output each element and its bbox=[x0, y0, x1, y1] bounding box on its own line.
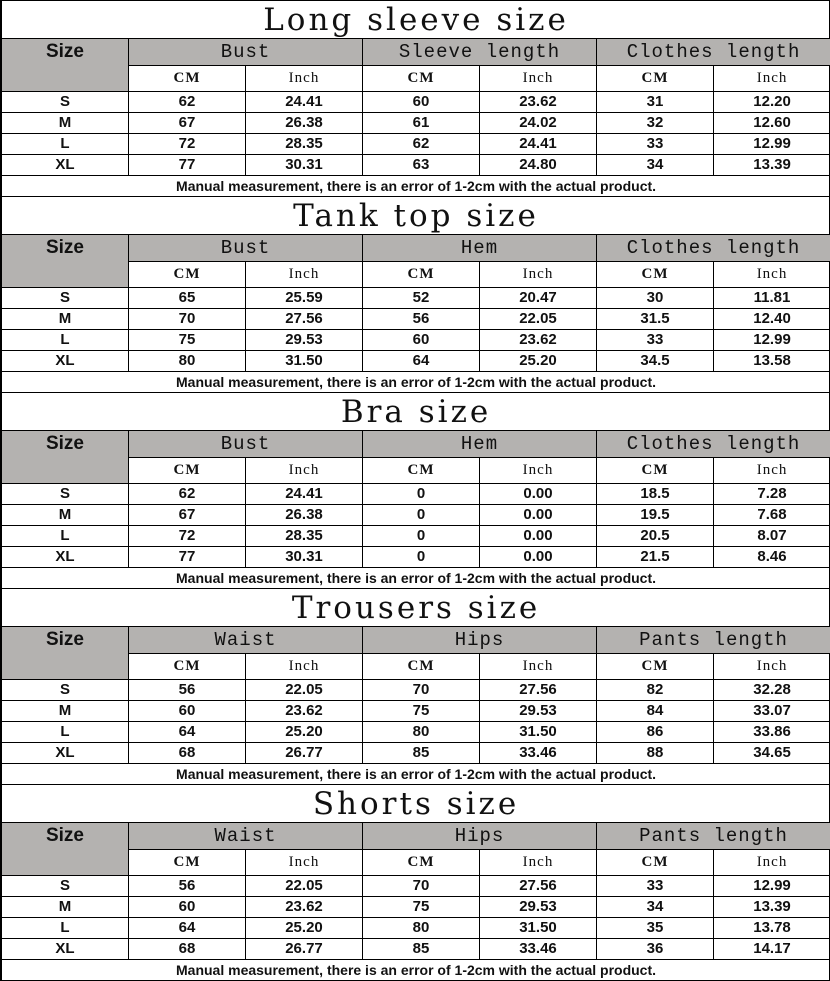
value-cell: 24.41 bbox=[246, 92, 363, 113]
unit-cm: CM bbox=[129, 654, 246, 680]
size-label: S bbox=[2, 288, 129, 309]
size-row bbox=[2, 155, 830, 176]
group-header-row bbox=[2, 39, 830, 66]
value-cell: 0 bbox=[363, 526, 480, 547]
value-cell: 26.38 bbox=[246, 113, 363, 134]
measurement-group-header: Pants length bbox=[597, 823, 830, 850]
size-row bbox=[2, 918, 830, 939]
value-cell: 33 bbox=[597, 134, 714, 155]
value-cell: 12.60 bbox=[714, 113, 830, 134]
unit-cm: CM bbox=[129, 66, 246, 92]
value-cell: 64 bbox=[129, 722, 246, 743]
value-cell: 67 bbox=[129, 505, 246, 526]
value-cell: 88 bbox=[597, 743, 714, 764]
size-row bbox=[2, 505, 830, 526]
value-cell: 22.05 bbox=[480, 309, 597, 330]
value-cell: 62 bbox=[129, 484, 246, 505]
value-cell: 23.62 bbox=[246, 701, 363, 722]
value-cell: 28.35 bbox=[246, 526, 363, 547]
value-cell: 72 bbox=[129, 526, 246, 547]
value-cell: 52 bbox=[363, 288, 480, 309]
value-cell: 0.00 bbox=[480, 526, 597, 547]
value-cell: 25.20 bbox=[246, 722, 363, 743]
measurement-group-header: Clothes length bbox=[597, 235, 830, 262]
size-label: M bbox=[2, 505, 129, 526]
value-cell: 26.38 bbox=[246, 505, 363, 526]
value-cell: 29.53 bbox=[480, 897, 597, 918]
unit-inch: Inch bbox=[480, 458, 597, 484]
value-cell: 62 bbox=[129, 92, 246, 113]
value-cell: 19.5 bbox=[597, 505, 714, 526]
size-table bbox=[1, 196, 830, 393]
value-cell: 36 bbox=[597, 939, 714, 960]
measurement-group-header: Hem bbox=[363, 431, 597, 458]
measurement-group-header: Pants length bbox=[597, 627, 830, 654]
unit-inch: Inch bbox=[480, 654, 597, 680]
unit-cm: CM bbox=[597, 262, 714, 288]
value-cell: 60 bbox=[363, 330, 480, 351]
measurement-group-header: Bust bbox=[129, 235, 363, 262]
measurement-note: Manual measurement, there is an error of 1-2cm with the actual product. bbox=[2, 764, 830, 785]
value-cell: 75 bbox=[129, 330, 246, 351]
value-cell: 85 bbox=[363, 743, 480, 764]
unit-inch: Inch bbox=[246, 458, 363, 484]
value-cell: 60 bbox=[363, 92, 480, 113]
value-cell: 7.68 bbox=[714, 505, 830, 526]
group-header-row bbox=[2, 235, 830, 262]
unit-inch: Inch bbox=[246, 262, 363, 288]
value-cell: 31.50 bbox=[480, 918, 597, 939]
value-cell: 12.20 bbox=[714, 92, 830, 113]
value-cell: 27.56 bbox=[480, 680, 597, 701]
value-cell: 33.86 bbox=[714, 722, 830, 743]
group-header-row bbox=[2, 627, 830, 654]
measurement-group-header: Bust bbox=[129, 431, 363, 458]
size-section bbox=[1, 784, 830, 980]
value-cell: 27.56 bbox=[246, 309, 363, 330]
value-cell: 0 bbox=[363, 505, 480, 526]
value-cell: 33.46 bbox=[480, 743, 597, 764]
size-header-label: Size bbox=[45, 237, 85, 258]
value-cell: 56 bbox=[129, 876, 246, 897]
value-cell: 21.5 bbox=[597, 547, 714, 568]
size-table bbox=[1, 0, 830, 197]
size-row bbox=[2, 484, 830, 505]
value-cell: 31 bbox=[597, 92, 714, 113]
value-cell: 18.5 bbox=[597, 484, 714, 505]
size-row bbox=[2, 897, 830, 918]
section-title: Bra size bbox=[2, 393, 830, 431]
value-cell: 31.5 bbox=[597, 309, 714, 330]
value-cell: 20.47 bbox=[480, 288, 597, 309]
size-column-header bbox=[2, 235, 129, 288]
value-cell: 60 bbox=[129, 897, 246, 918]
unit-cm: CM bbox=[597, 66, 714, 92]
value-cell: 33.46 bbox=[480, 939, 597, 960]
section-title: Shorts size bbox=[2, 785, 830, 823]
size-label: S bbox=[2, 876, 129, 897]
measurement-group-header: Clothes length bbox=[597, 431, 830, 458]
value-cell: 34.65 bbox=[714, 743, 830, 764]
unit-inch: Inch bbox=[480, 262, 597, 288]
unit-inch: Inch bbox=[714, 66, 830, 92]
size-label: S bbox=[2, 484, 129, 505]
measurement-note: Manual measurement, there is an error of 1-2cm with the actual product. bbox=[2, 372, 830, 393]
size-row bbox=[2, 526, 830, 547]
unit-cm: CM bbox=[129, 458, 246, 484]
value-cell: 29.53 bbox=[246, 330, 363, 351]
value-cell: 23.62 bbox=[480, 330, 597, 351]
value-cell: 68 bbox=[129, 939, 246, 960]
value-cell: 61 bbox=[363, 113, 480, 134]
section-title-row bbox=[2, 1, 830, 39]
value-cell: 23.62 bbox=[480, 92, 597, 113]
size-label: M bbox=[2, 309, 129, 330]
value-cell: 14.17 bbox=[714, 939, 830, 960]
value-cell: 34.5 bbox=[597, 351, 714, 372]
value-cell: 22.05 bbox=[246, 876, 363, 897]
value-cell: 33 bbox=[597, 876, 714, 897]
value-cell: 20.5 bbox=[597, 526, 714, 547]
size-label: S bbox=[2, 92, 129, 113]
size-section bbox=[1, 0, 830, 196]
value-cell: 11.81 bbox=[714, 288, 830, 309]
unit-inch: Inch bbox=[480, 850, 597, 876]
value-cell: 77 bbox=[129, 155, 246, 176]
value-cell: 60 bbox=[129, 701, 246, 722]
unit-cm: CM bbox=[363, 458, 480, 484]
unit-cm: CM bbox=[363, 850, 480, 876]
size-row bbox=[2, 680, 830, 701]
size-table bbox=[1, 784, 830, 981]
group-header-row bbox=[2, 431, 830, 458]
unit-cm: CM bbox=[597, 458, 714, 484]
value-cell: 82 bbox=[597, 680, 714, 701]
size-column-header bbox=[2, 39, 129, 92]
size-label: L bbox=[2, 526, 129, 547]
size-label: S bbox=[2, 680, 129, 701]
measurement-note: Manual measurement, there is an error of 1-2cm with the actual product. bbox=[2, 176, 830, 197]
size-label: XL bbox=[2, 155, 129, 176]
size-row bbox=[2, 92, 830, 113]
value-cell: 22.05 bbox=[246, 680, 363, 701]
value-cell: 12.99 bbox=[714, 134, 830, 155]
size-table bbox=[1, 588, 830, 785]
size-label: L bbox=[2, 134, 129, 155]
value-cell: 64 bbox=[363, 351, 480, 372]
value-cell: 85 bbox=[363, 939, 480, 960]
unit-inch: Inch bbox=[480, 66, 597, 92]
unit-inch: Inch bbox=[246, 654, 363, 680]
measurement-group-header: Waist bbox=[129, 823, 363, 850]
value-cell: 29.53 bbox=[480, 701, 597, 722]
size-column-header bbox=[2, 431, 129, 484]
size-label: XL bbox=[2, 743, 129, 764]
value-cell: 62 bbox=[363, 134, 480, 155]
measurement-group-header: Hips bbox=[363, 627, 597, 654]
size-label: XL bbox=[2, 547, 129, 568]
size-row bbox=[2, 701, 830, 722]
value-cell: 0.00 bbox=[480, 484, 597, 505]
value-cell: 24.02 bbox=[480, 113, 597, 134]
value-cell: 80 bbox=[363, 722, 480, 743]
section-title-row bbox=[2, 393, 830, 431]
value-cell: 33 bbox=[597, 330, 714, 351]
value-cell: 13.78 bbox=[714, 918, 830, 939]
value-cell: 30 bbox=[597, 288, 714, 309]
section-title: Trousers size bbox=[2, 589, 830, 627]
size-header-label: Size bbox=[45, 629, 85, 650]
size-column-header bbox=[2, 627, 129, 680]
section-title-row bbox=[2, 197, 830, 235]
value-cell: 72 bbox=[129, 134, 246, 155]
measurement-group-header: Waist bbox=[129, 627, 363, 654]
size-row bbox=[2, 722, 830, 743]
unit-cm: CM bbox=[597, 850, 714, 876]
value-cell: 70 bbox=[129, 309, 246, 330]
value-cell: 70 bbox=[363, 680, 480, 701]
unit-inch: Inch bbox=[714, 654, 830, 680]
value-cell: 8.46 bbox=[714, 547, 830, 568]
value-cell: 35 bbox=[597, 918, 714, 939]
value-cell: 32 bbox=[597, 113, 714, 134]
size-table bbox=[1, 392, 830, 589]
size-row bbox=[2, 351, 830, 372]
measurement-note-row bbox=[2, 764, 830, 785]
value-cell: 26.77 bbox=[246, 743, 363, 764]
measurement-group-header: Hem bbox=[363, 235, 597, 262]
size-row bbox=[2, 743, 830, 764]
size-row bbox=[2, 288, 830, 309]
size-row bbox=[2, 330, 830, 351]
value-cell: 27.56 bbox=[480, 876, 597, 897]
value-cell: 56 bbox=[363, 309, 480, 330]
value-cell: 30.31 bbox=[246, 155, 363, 176]
size-row bbox=[2, 134, 830, 155]
size-label: L bbox=[2, 918, 129, 939]
value-cell: 12.40 bbox=[714, 309, 830, 330]
value-cell: 63 bbox=[363, 155, 480, 176]
value-cell: 12.99 bbox=[714, 330, 830, 351]
value-cell: 32.28 bbox=[714, 680, 830, 701]
measurement-note: Manual measurement, there is an error of 1-2cm with the actual product. bbox=[2, 960, 830, 981]
size-header-label: Size bbox=[45, 825, 85, 846]
size-header-label: Size bbox=[45, 41, 85, 62]
value-cell: 8.07 bbox=[714, 526, 830, 547]
size-label: M bbox=[2, 113, 129, 134]
size-label: XL bbox=[2, 351, 129, 372]
value-cell: 31.50 bbox=[246, 351, 363, 372]
size-label: L bbox=[2, 330, 129, 351]
unit-inch: Inch bbox=[714, 850, 830, 876]
measurement-group-header: Hips bbox=[363, 823, 597, 850]
measurement-group-header: Sleeve length bbox=[363, 39, 597, 66]
measurement-note: Manual measurement, there is an error of 1-2cm with the actual product. bbox=[2, 568, 830, 589]
value-cell: 67 bbox=[129, 113, 246, 134]
value-cell: 25.20 bbox=[480, 351, 597, 372]
value-cell: 31.50 bbox=[480, 722, 597, 743]
value-cell: 12.99 bbox=[714, 876, 830, 897]
unit-inch: Inch bbox=[714, 458, 830, 484]
value-cell: 75 bbox=[363, 897, 480, 918]
size-label: XL bbox=[2, 939, 129, 960]
value-cell: 24.80 bbox=[480, 155, 597, 176]
value-cell: 13.39 bbox=[714, 897, 830, 918]
size-label: L bbox=[2, 722, 129, 743]
section-title-row bbox=[2, 785, 830, 823]
unit-cm: CM bbox=[597, 654, 714, 680]
value-cell: 68 bbox=[129, 743, 246, 764]
size-row bbox=[2, 876, 830, 897]
size-header-label: Size bbox=[45, 433, 85, 454]
value-cell: 7.28 bbox=[714, 484, 830, 505]
value-cell: 25.59 bbox=[246, 288, 363, 309]
value-cell: 26.77 bbox=[246, 939, 363, 960]
unit-cm: CM bbox=[129, 262, 246, 288]
value-cell: 30.31 bbox=[246, 547, 363, 568]
size-label: M bbox=[2, 701, 129, 722]
value-cell: 28.35 bbox=[246, 134, 363, 155]
size-section bbox=[1, 588, 830, 784]
value-cell: 23.62 bbox=[246, 897, 363, 918]
unit-cm: CM bbox=[129, 850, 246, 876]
value-cell: 56 bbox=[129, 680, 246, 701]
size-row bbox=[2, 939, 830, 960]
measurement-group-header: Clothes length bbox=[597, 39, 830, 66]
value-cell: 84 bbox=[597, 701, 714, 722]
size-section bbox=[1, 196, 830, 392]
size-column-header bbox=[2, 823, 129, 876]
measurement-note-row bbox=[2, 568, 830, 589]
value-cell: 34 bbox=[597, 155, 714, 176]
measurement-note-row bbox=[2, 176, 830, 197]
value-cell: 80 bbox=[363, 918, 480, 939]
measurement-group-header: Bust bbox=[129, 39, 363, 66]
measurement-note-row bbox=[2, 960, 830, 981]
section-title-row bbox=[2, 589, 830, 627]
unit-inch: Inch bbox=[714, 262, 830, 288]
value-cell: 70 bbox=[363, 876, 480, 897]
value-cell: 24.41 bbox=[480, 134, 597, 155]
size-section bbox=[1, 392, 830, 588]
unit-inch: Inch bbox=[246, 66, 363, 92]
unit-cm: CM bbox=[363, 262, 480, 288]
value-cell: 13.58 bbox=[714, 351, 830, 372]
size-row bbox=[2, 547, 830, 568]
value-cell: 0 bbox=[363, 547, 480, 568]
value-cell: 34 bbox=[597, 897, 714, 918]
section-title: Long sleeve size bbox=[2, 1, 830, 39]
value-cell: 0 bbox=[363, 484, 480, 505]
value-cell: 80 bbox=[129, 351, 246, 372]
value-cell: 0.00 bbox=[480, 505, 597, 526]
value-cell: 86 bbox=[597, 722, 714, 743]
section-title: Tank top size bbox=[2, 197, 830, 235]
size-label: M bbox=[2, 897, 129, 918]
value-cell: 75 bbox=[363, 701, 480, 722]
unit-cm: CM bbox=[363, 66, 480, 92]
value-cell: 25.20 bbox=[246, 918, 363, 939]
measurement-note-row bbox=[2, 372, 830, 393]
unit-inch: Inch bbox=[246, 850, 363, 876]
value-cell: 24.41 bbox=[246, 484, 363, 505]
value-cell: 77 bbox=[129, 547, 246, 568]
value-cell: 64 bbox=[129, 918, 246, 939]
value-cell: 0.00 bbox=[480, 547, 597, 568]
size-row bbox=[2, 113, 830, 134]
unit-cm: CM bbox=[363, 654, 480, 680]
value-cell: 65 bbox=[129, 288, 246, 309]
size-row bbox=[2, 309, 830, 330]
group-header-row bbox=[2, 823, 830, 850]
value-cell: 13.39 bbox=[714, 155, 830, 176]
value-cell: 33.07 bbox=[714, 701, 830, 722]
